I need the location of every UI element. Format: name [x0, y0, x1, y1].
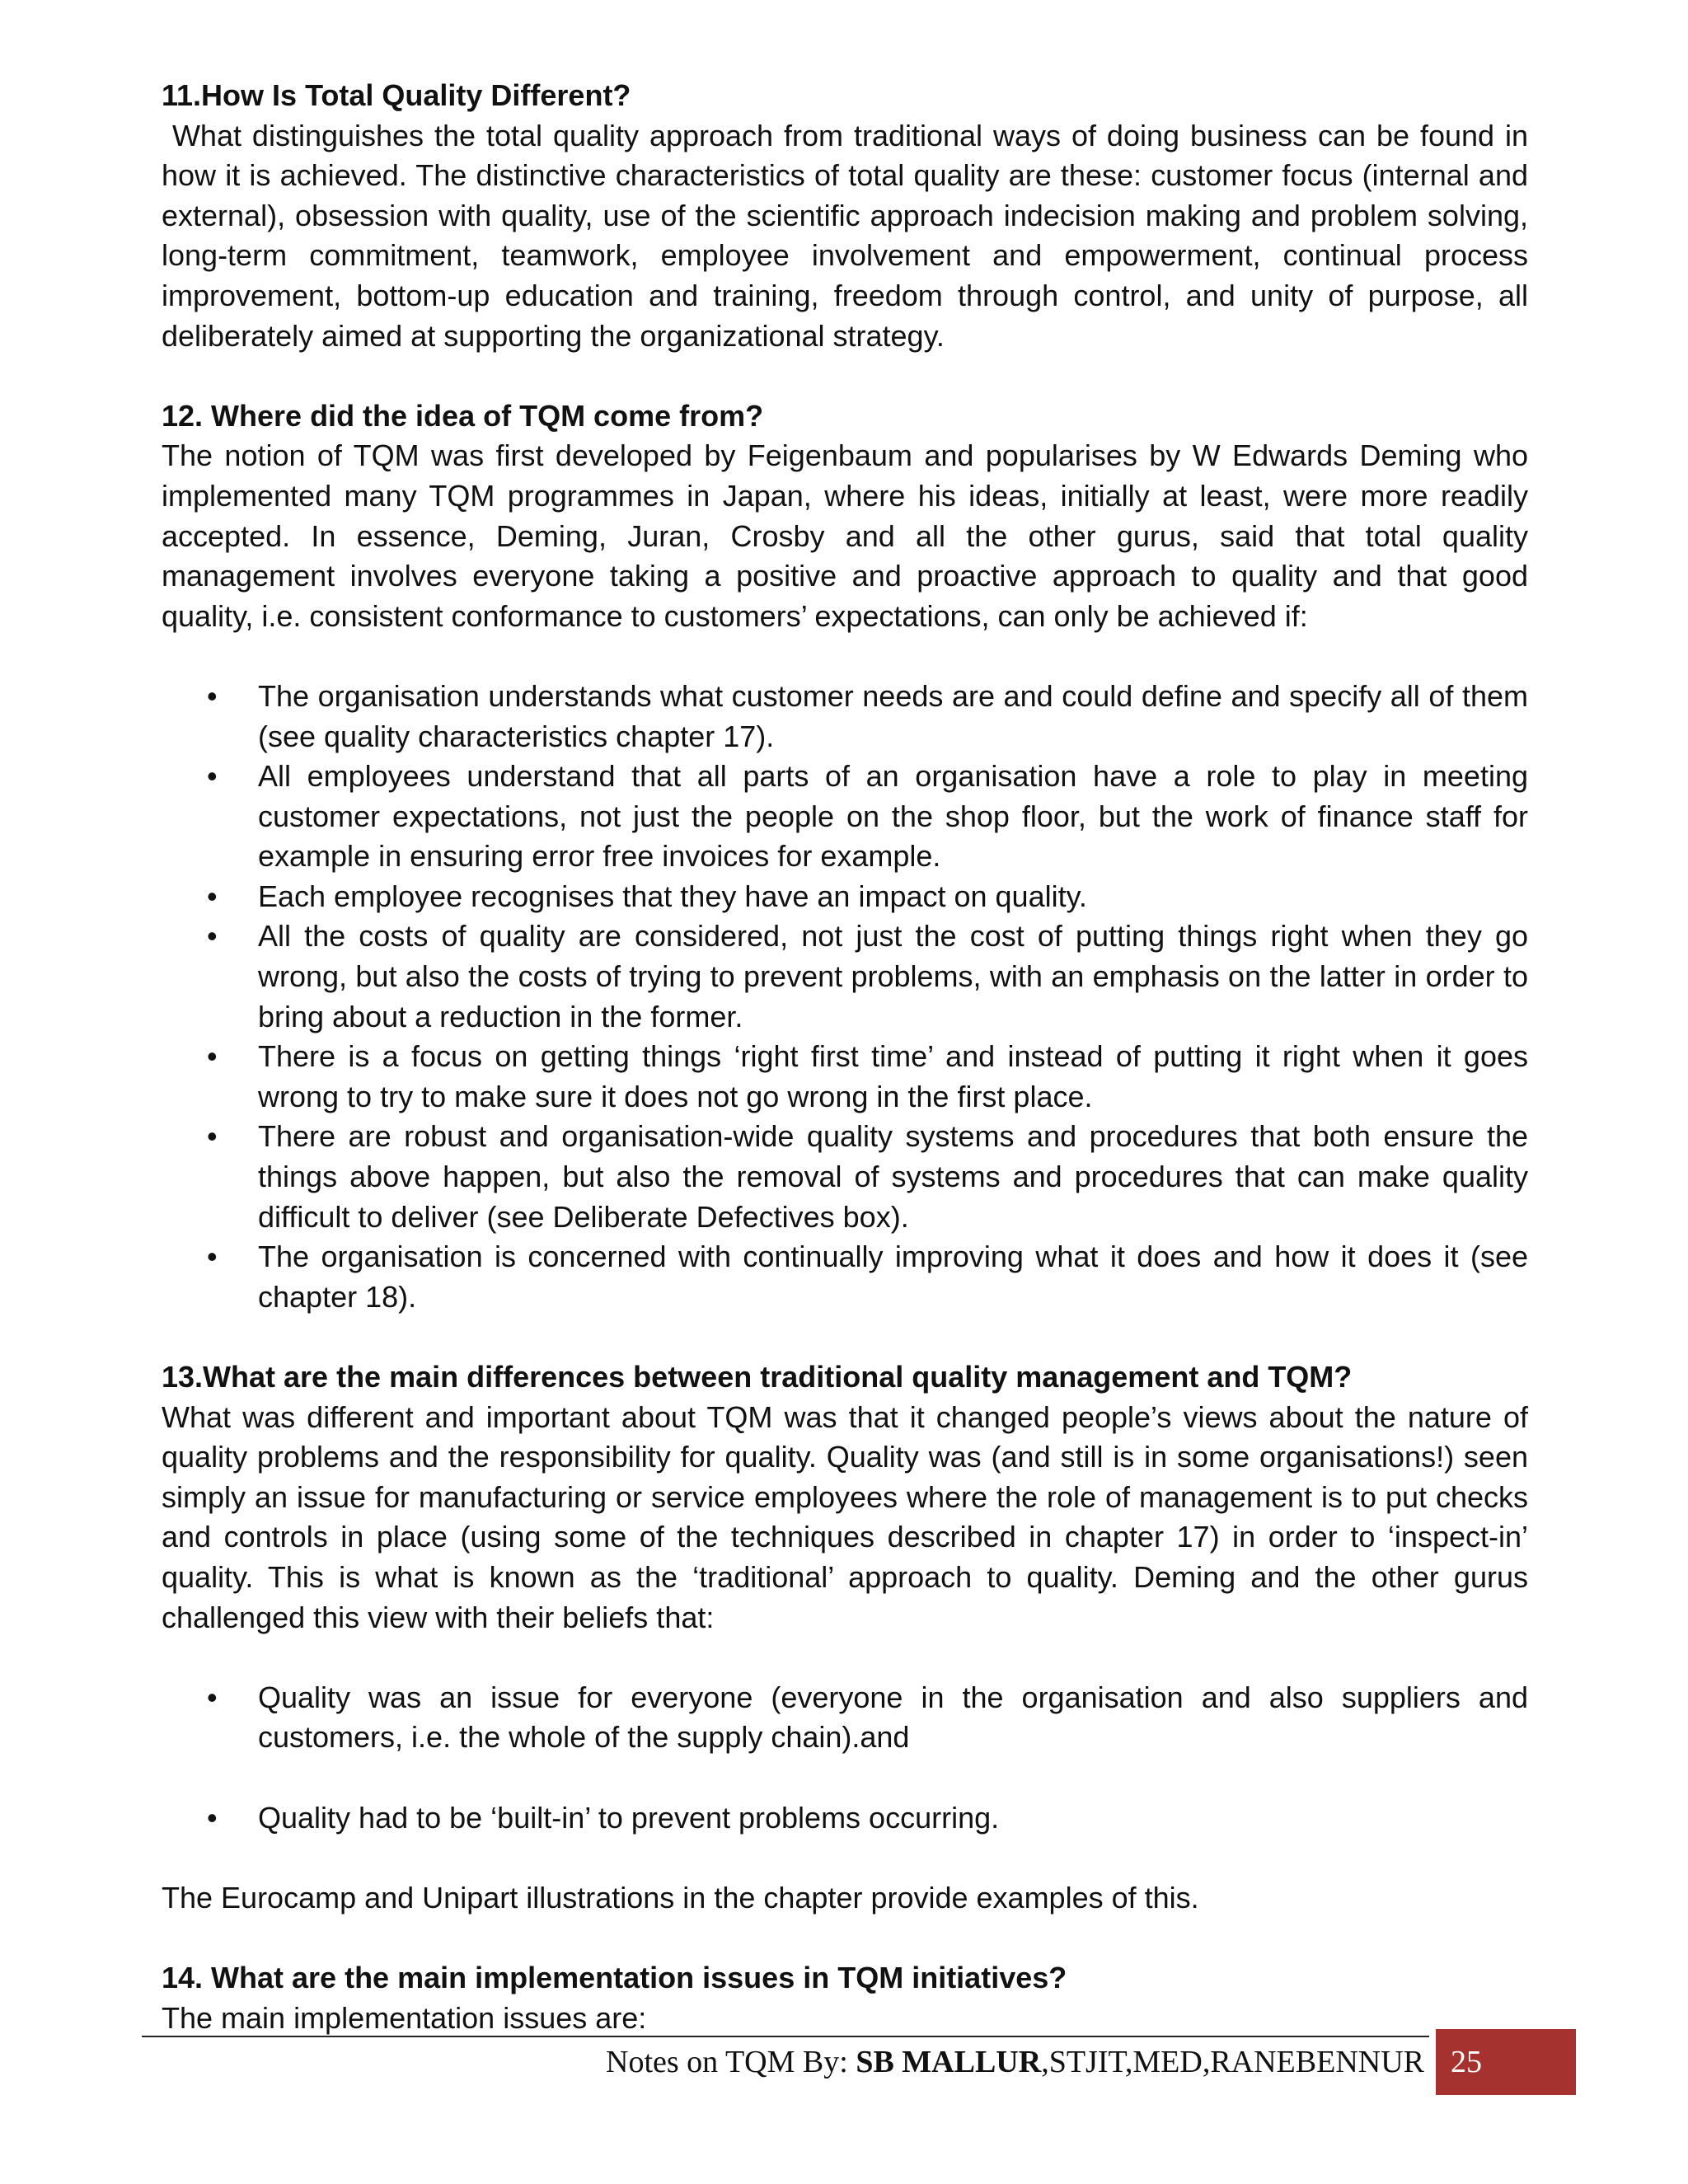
list-item-text: The organisation understands what customer needs are and could define and specify all of them (see quality characteristics chapter 17).	[258, 678, 1528, 753]
list-item	[162, 1037, 1528, 1117]
bullet-icon: •	[207, 678, 218, 713]
list-item	[162, 757, 1528, 877]
list-item-text: There are robust and organisation-wide quality systems and procedures that both ensure the things above happen, but also the removal of systems and procedures that can make quality difficult to deliver (see Deliberate Defectives box).	[258, 1119, 1528, 1234]
list-item	[162, 1678, 1528, 1758]
list-item-text: All employees understand that all parts of an organisation have a role to play in meeting customer expectations, not just the people on the shop floor, but the work of finance staff for example in ensuring error free invoices for example.	[258, 759, 1528, 874]
section-12-paragraph: The notion of TQM was first developed by Feigenbaum and popularises by W Edwards Deming who implemented many TQM programmes in Japan, where his ideas, initially at least, were more readily accepted. In essence, Deming, Juran, Crosby and all the other gurus, said that total quality management involves everyone taking a positive and proactive approach to quality and that good quality, i.e. consistent conformance to customers’ expectations, can only be achieved if:	[162, 438, 1528, 633]
footer-suffix: ,STJIT,MED,RANEBENNUR	[1041, 2045, 1424, 2079]
list-item	[162, 1237, 1528, 1317]
page-number-badge	[1436, 2029, 1576, 2095]
bullet-icon: •	[207, 1680, 218, 1714]
footer-author: SB MALLUR	[856, 2045, 1042, 2079]
footer-credit	[606, 2042, 1424, 2082]
section-13-bullet-list-2	[162, 1798, 1528, 1839]
section-11-paragraph: What distinguishes the total quality approach from traditional ways of doing business can be found in how it is achieved. The distinctive characteristics of total quality are these: customer focus (internal and external), obsession with quality, use of the scientific approach indecision making and problem solving, long-term commitment, teamwork, employee involvement and empowerment, continual process improvement, bottom-up education and training, freedom through control, and unity of purpose, all deliberately aimed at supporting the organizational strategy.	[162, 118, 1537, 353]
section-13-closing: The Eurocamp and Unipart illustrations in the chapter provide examples of this.	[162, 1880, 1199, 1915]
bullet-icon: •	[207, 1800, 218, 1835]
list-item	[162, 1117, 1528, 1237]
section-13-paragraph: What was different and important about TQM was that it changed people’s views about the nature of quality problems and the responsibility for quality. Quality was (and still is in some organisations!) seen simply an issue for manufacturing or service employees where the role of management is to put checks and controls in place (using some of the techniques described in chapter 17) in order to ‘inspect-in’ quality. This is what is known as the ‘traditional’ approach to quality. Deming and the other gurus challenged this view with their beliefs that:	[162, 1399, 1528, 1634]
list-item	[162, 916, 1528, 1037]
footer-divider	[142, 2036, 1429, 2037]
document-body	[162, 76, 1537, 2038]
list-item-text: Quality was an issue for everyone (everyone in the organisation and also suppliers and customers, i.e. the whole of the supply chain).and	[258, 1680, 1528, 1755]
bullet-icon: •	[207, 759, 218, 794]
list-item	[162, 677, 1528, 757]
section-11-heading: 11.How Is Total Quality Different?	[162, 78, 631, 112]
section-12-heading: 12. Where did the idea of TQM come from?	[162, 398, 764, 433]
bullet-icon: •	[207, 1240, 218, 1274]
list-item-text: Each employee recognises that they have an impact on quality.	[258, 879, 1087, 913]
bullet-icon: •	[207, 1039, 218, 1074]
section-12-bullet-list	[162, 677, 1528, 1318]
list-item	[162, 877, 1528, 917]
list-item-text: There is a focus on getting things ‘right first time’ and instead of putting it right when it goes wrong to try to make sure it does not go wrong in the first place.	[258, 1039, 1528, 1113]
list-item-text: Quality had to be ‘built-in’ to prevent problems occurring.	[258, 1800, 1000, 1835]
page-number: 25	[1451, 2045, 1482, 2079]
bullet-icon: •	[207, 879, 218, 913]
section-13-heading: 13.What are the main differences between traditional quality management and TQM?	[162, 1360, 1353, 1394]
section-14-heading: 14. What are the main implementation issues in TQM initiatives?	[162, 1960, 1067, 1994]
section-13-bullet-list	[162, 1678, 1528, 1758]
bullet-icon: •	[207, 919, 218, 954]
section-14-paragraph: The main implementation issues are:	[162, 2000, 647, 2035]
bullet-icon: •	[207, 1119, 218, 1154]
list-item	[162, 1798, 1528, 1839]
footer-prefix: Notes on TQM By:	[606, 2045, 856, 2079]
list-item-text: All the costs of quality are considered, not just the cost of putting things right when they go wrong, but also the costs of trying to prevent problems, with an emphasis on the latter in order to bring about a reduction in the former.	[258, 919, 1528, 1033]
list-item-text: The organisation is concerned with continually improving what it does and how it does it (see chapter 18).	[258, 1240, 1528, 1314]
